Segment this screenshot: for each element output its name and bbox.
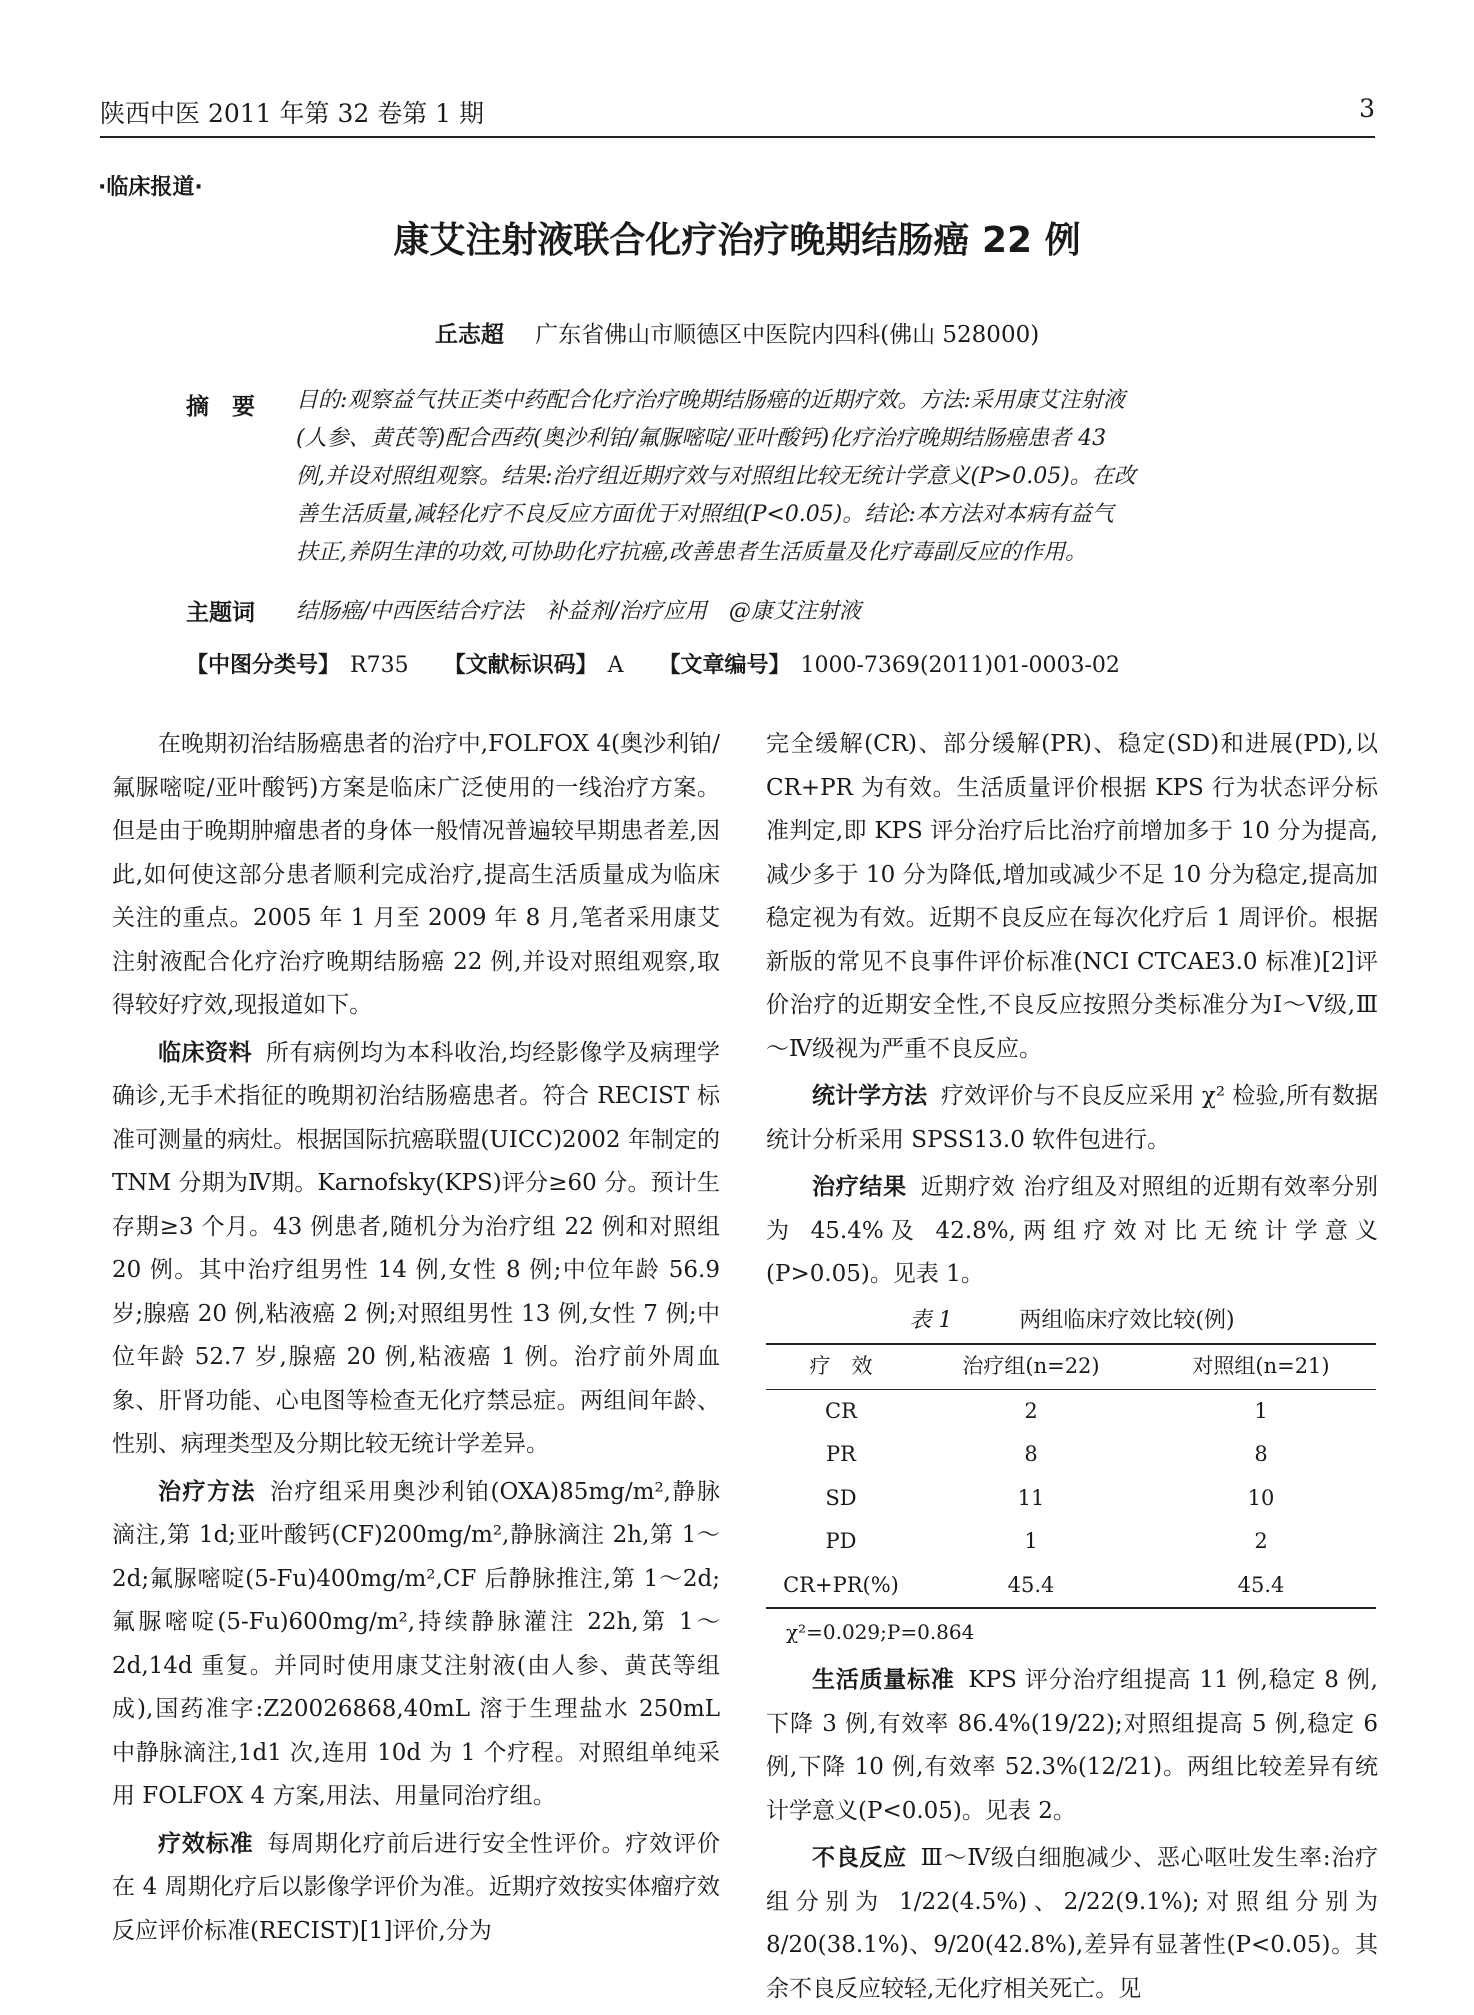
body-column-right	[766, 723, 1378, 2015]
efficacy-criteria-heading: 疗效标准	[158, 1830, 254, 1857]
table-header-row	[766, 1344, 1376, 1390]
table-note: χ²=0.029;P=0.864	[786, 1620, 975, 1644]
table-number: 表 1	[909, 1307, 953, 1333]
table-cell: PD	[825, 1529, 857, 1553]
statistics-paragraph	[766, 1075, 1378, 1162]
table-caption	[766, 1301, 1378, 1341]
keywords-text: 结肠癌/中西医结合疗法 补益剂/治疗应用 @康艾注射液	[296, 599, 861, 624]
adverse-reaction-paragraph	[766, 1837, 1378, 2011]
table-cell: 2	[1024, 1398, 1038, 1423]
table-cell: 11	[1017, 1485, 1045, 1510]
results-heading: 治疗结果	[812, 1174, 907, 1200]
abstract-line: 目的:观察益气扶正类中药配合化疗治疗晚期结肠癌的近期疗效。方法:采用康艾注射液	[296, 388, 1125, 413]
statistics-heading: 统计学方法	[812, 1083, 928, 1109]
abstract-line: (人参、黄芪等)配合西药(奥沙利铂/氟脲嘧啶/亚叶酸钙)化疗治疗晚期结肠癌患者 43	[296, 426, 1107, 451]
header-rule	[100, 136, 1375, 138]
table-header-cell: 治疗组(n=22)	[962, 1353, 1100, 1378]
table-title: 两组临床疗效比较(例)	[1019, 1307, 1235, 1333]
clinical-data-heading: 临床资料	[158, 1039, 253, 1066]
abstract-line: 扶正,养阴生津的功效,可协助化疗抗癌,改善患者生活质量及化疗毒副反应的作用。	[296, 540, 1087, 565]
table-row	[766, 1520, 1376, 1564]
clc-value: R735	[350, 653, 409, 678]
section-tag: ·临床报道·	[98, 175, 203, 200]
table-row	[766, 1433, 1376, 1477]
author-line	[0, 316, 1474, 349]
abstract-label: 摘 要	[186, 394, 255, 420]
table-cell: PR	[826, 1442, 856, 1466]
treatment-method-heading: 治疗方法	[158, 1478, 257, 1505]
quality-of-life-paragraph	[766, 1659, 1378, 1833]
classification-line	[186, 648, 1326, 679]
abstract-line: 例,并设对照组观察。结果:治疗组近期疗效与对照组比较无统计学意义(P>0.05)。在改	[296, 464, 1136, 489]
table-cell: 10	[1247, 1485, 1275, 1510]
table-cell: 45.4	[1237, 1572, 1285, 1597]
quality-of-life-heading: 生活质量标准	[812, 1667, 955, 1693]
adverse-reaction-text: Ⅲ～Ⅳ级白细胞减少、恶心呕吐发生率:治疗组分别为 1/22(4.5%)、2/22(9.1%);对照组分别为 8/20(38.1%)、9/20(42.8%),差异有显著性(P<0.05)。其余不良反应较轻,无化疗相关死亡。见	[766, 1845, 1378, 2002]
clc-label: 【中图分类号】	[186, 653, 341, 678]
criteria-continued-paragraph: 完全缓解(CR)、部分缓解(PR)、稳定(SD)和进展(PD),以 CR+PR 为有效。生活质量评价根据 KPS 行为状态评分标准判定,即 KPS 评分治疗后比治疗前增加多于 10 分为提高,减少多于 10 分为降低,增加或减少不足 10 分为稳定,提高加稳定视为有效。近期不良反应在每次化疗后 1 周评价。根据新版的常见不良事件评价标准(NCI CTCAE3.0 标准)[2]评价治疗的近期安全性,不良反应按照分类标准分为Ⅰ～Ⅴ级,Ⅲ～Ⅳ级视为严重不良反应。	[766, 731, 1378, 1062]
quality-of-life-text: KPS 评分治疗组提高 11 例,稳定 8 例,下降 3 例,有效率 86.4%(19/22);对照组提高 5 例,稳定 6 例,下降 10 例,有效率 52.3%(12/21)。两组比较差异有统计学意义(P<0.05)。见表 2。	[766, 1667, 1378, 1824]
article-number-label: 【文章编号】	[658, 653, 791, 678]
journal-issue: 陕西中医 2011 年第 32 卷第 1 期	[100, 99, 485, 128]
treatment-method-text: 治疗组采用奥沙利铂(OXA)85mg/m²,静脉滴注,第 1d;亚叶酸钙(CF)200mg/m²,静脉滴注 2h,第 1～2d;氟脲嘧啶(5-Fu)400mg/m²,CF 后静脉推注,第 1～2d;氟脲嘧啶(5-Fu)600mg/m²,持续静脉灌注 22h,第 1～2d,14d 重复。并同时使用康艾注射液(由人参、黄芪等组成),国药准字:Z20026868,40mL 溶于生理盐水 250mL 中静脉滴注,1d1 次,连用 10d 为 1 个疗程。对照组单纯采用 FOLFOX 4 方案,用法、用量同治疗组。	[112, 1478, 721, 1809]
page-number: 3	[1359, 94, 1375, 123]
doc-code-value: A	[607, 653, 624, 678]
clinical-data-text: 所有病例均为本科收治,均经影像学及病理学确诊,无手术指征的晚期初治结肠癌患者。符合 RECIST 标准可测量的病灶。根据国际抗癌联盟(UICC)2002 年制定的 TNM 分期为Ⅳ期。Karnofsky(KPS)评分≥60 分。预计生存期≥3 个月。43 例患者,随机分为治疗组 22 例和对照组 20 例。其中治疗组男性 14 例,女性 8 例;中位年龄 56.9 岁;腺癌 20 例,粘液癌 2 例;对照组男性 13 例,女性 7 例;中位年龄 52.7 岁,腺癌 20 例,粘液癌 1 例。治疗前外周血象、肝肾功能、心电图等检查无化疗禁忌症。两组间年龄、性别、病理类型及分期比较无统计学差异。	[112, 1039, 721, 1457]
keywords-label: 主题词	[186, 600, 255, 626]
results-paragraph	[766, 1166, 1378, 1297]
body-column-left	[112, 723, 720, 1957]
intro-paragraph: 在晚期初治结肠癌患者的治疗中,FOLFOX 4(奥沙利铂/氟脲嘧啶/亚叶酸钙)方案是临床广泛使用的一线治疗方案。但是由于晚期肿瘤患者的身体一般情况普遍较早期患者差,因此,如何使这部分患者顺利完成治疗,提高生活质量成为临床关注的重点。2005 年 1 月至 2009 年 8 月,笔者采用康艾注射液配合化疗治疗晚期结肠癌 22 例,并设对照组观察,取得较好疗效,现报道如下。	[112, 731, 720, 1018]
adverse-reaction-heading: 不良反应	[812, 1845, 907, 1871]
table-cell: 1	[1024, 1529, 1038, 1553]
table-cell: CR	[825, 1398, 857, 1423]
table-cell: CR+PR(%)	[783, 1572, 899, 1597]
running-head	[100, 94, 1375, 130]
clinical-data-paragraph	[112, 1032, 720, 1467]
abstract-line: 善生活质量,减轻化疗不良反应方面优于对照组(P<0.05)。结论:本方法对本病有益气	[296, 502, 1114, 527]
table-cell: SD	[825, 1485, 857, 1510]
article-number-value: 1000-7369(2011)01-0003-02	[800, 653, 1120, 678]
abstract-text	[296, 382, 1326, 572]
table-row	[766, 1389, 1376, 1433]
table-header-cell: 对照组(n=21)	[1192, 1353, 1330, 1378]
efficacy-criteria-text: 每周期化疗前后进行安全性评价。疗效评价在 4 周期化疗后以影像学评价为准。近期疗效按实体瘤疗效反应评价标准(RECIST)[1]评价,分为	[112, 1830, 721, 1944]
table-cell: 8	[1254, 1442, 1268, 1466]
efficacy-table	[766, 1343, 1376, 1610]
table-row	[766, 1564, 1376, 1609]
author-name: 丘志超	[434, 322, 504, 348]
results-text: 近期疗效 治疗组及对照组的近期有效率分别为 45.4%及 42.8%,两组疗效对比无统计学意义(P>0.05)。见表 1。	[766, 1174, 1379, 1287]
statistics-text: 疗效评价与不良反应采用 χ² 检验,所有数据统计分析采用 SPSS13.0 软件包进行。	[766, 1083, 1378, 1153]
table-cell: 45.4	[1007, 1572, 1055, 1597]
author-affiliation: 广东省佛山市顺德区中医院内四科(佛山 528000)	[535, 322, 1040, 348]
efficacy-criteria-paragraph	[112, 1823, 720, 1954]
treatment-method-paragraph	[112, 1471, 720, 1819]
table-cell: 2	[1254, 1529, 1268, 1553]
table-cell: 8	[1024, 1442, 1038, 1466]
table-header-cell: 疗 效	[809, 1353, 873, 1378]
table-cell: 1	[1254, 1398, 1268, 1423]
table-row	[766, 1477, 1376, 1521]
article-title: 康艾注射液联合化疗治疗晚期结肠癌 22 例	[393, 220, 1081, 261]
doc-code-label: 【文献标识码】	[443, 653, 598, 678]
